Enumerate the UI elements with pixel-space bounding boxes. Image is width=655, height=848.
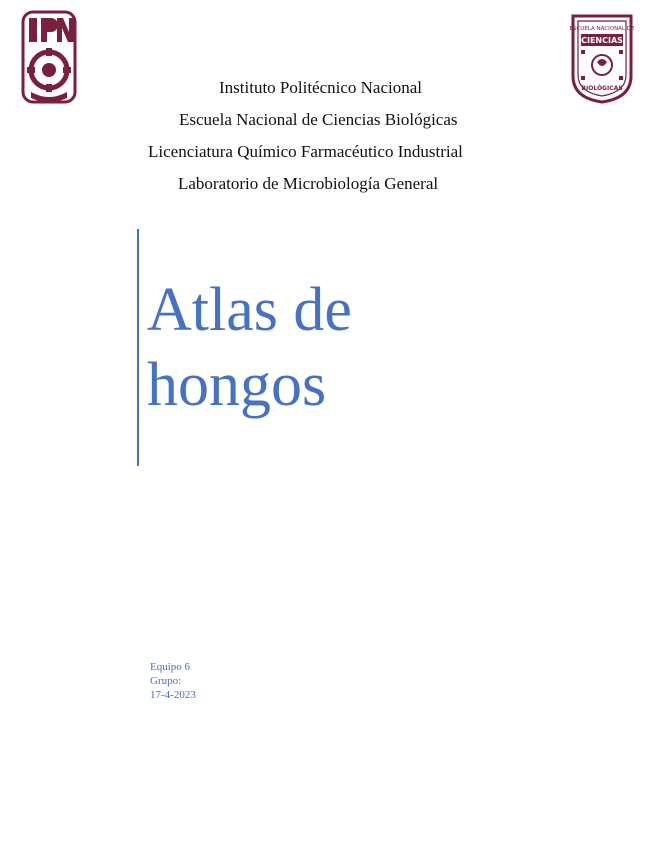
institution-name: Instituto Politécnico Nacional	[219, 78, 423, 97]
ipn-logo	[17, 8, 81, 106]
title-line-1: Atlas de	[147, 276, 352, 344]
team-label: Equipo 6	[150, 661, 191, 673]
seal-main-text: CIENCIAS	[581, 36, 623, 45]
seal-bottom-text: BIOLÓGICAS	[581, 85, 623, 92]
document-title	[147, 273, 567, 423]
document-info	[150, 660, 196, 702]
encb-seal-logo	[567, 10, 637, 105]
program-name: Licenciatura Químico Farmacéutico Industrial	[148, 142, 463, 161]
group-label: Grupo:	[150, 675, 182, 687]
seal-top-text: ESCUELA NACIONAL DE	[569, 26, 635, 32]
lab-name: Laboratorio de Microbiología General	[178, 174, 439, 193]
date-label: 17-4-2023	[150, 689, 196, 701]
school-name: Escuela Nacional de Ciencias Biológicas	[179, 110, 458, 129]
title-accent-bar	[137, 229, 139, 466]
title-line-2: hongos	[147, 351, 327, 419]
